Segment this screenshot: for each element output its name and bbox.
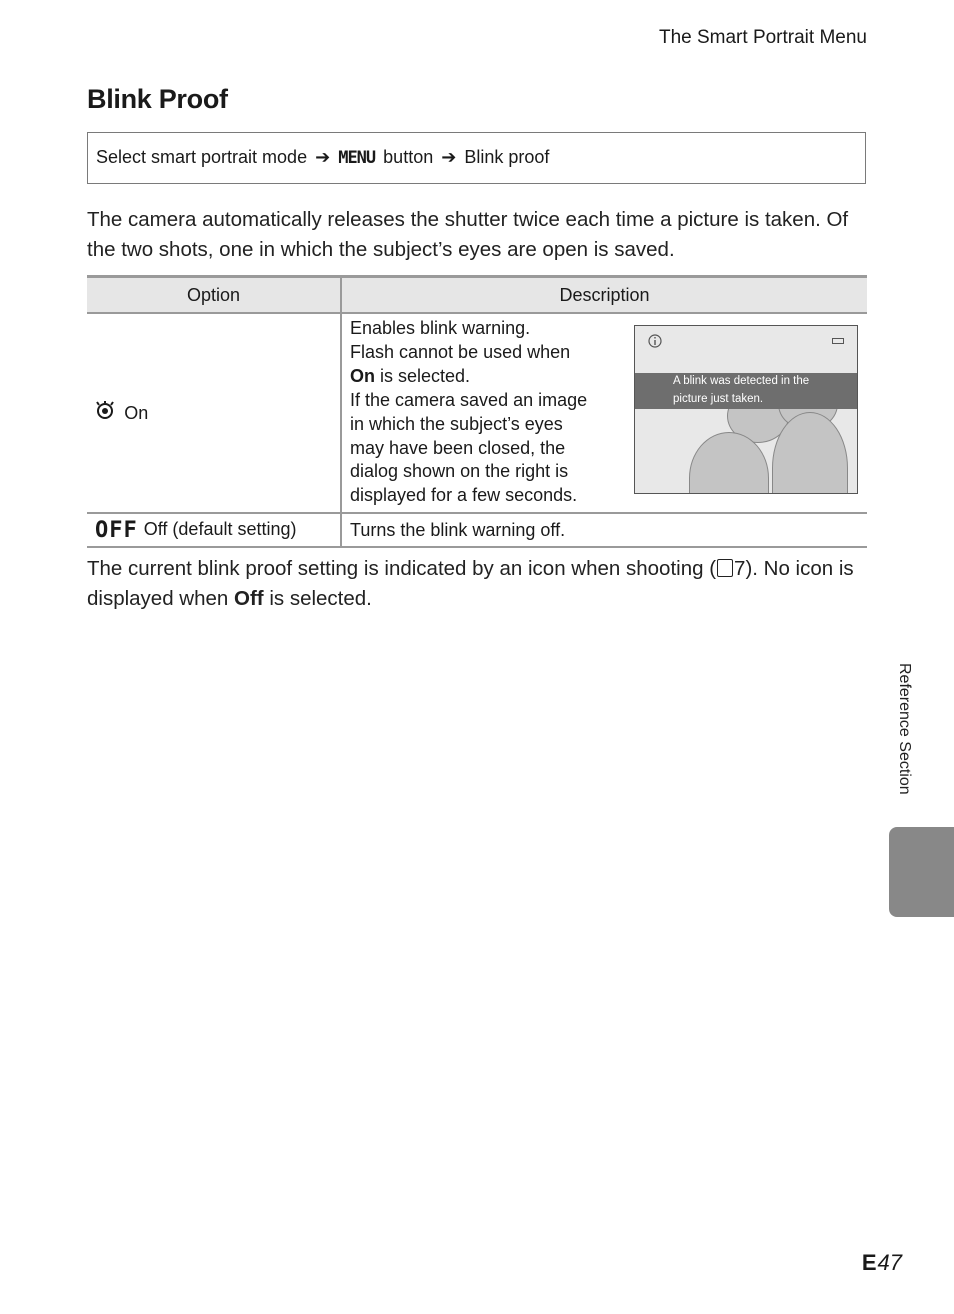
intro-paragraph: The camera automatically releases the shutter twice each time a picture is taken. Of the two shots, one in which the subject’s eyes are open is saved. [87,208,849,261]
desc-bold-on: On [350,365,375,386]
page-number [862,1250,902,1276]
camera-screen-illustration [634,325,858,494]
desc-line: If the camera saved an image [350,389,588,410]
section-tab [889,827,954,917]
menu-path-box [87,132,866,184]
dialog-line: picture just taken. [673,392,764,405]
arrow-right-icon: ➔ [315,147,331,167]
menu-path-button: button [383,147,434,167]
desc-line: Enables blink warning. [350,318,531,338]
desc-line: may have been closed, the [350,437,566,458]
battery-icon [832,338,844,344]
note-bold-off: Off [234,587,264,610]
footnote-paragraph [87,554,867,614]
off-icon: OFF [95,517,138,543]
blink-proof-icon [95,403,120,424]
header-option: Option [87,277,341,314]
option-label-off: Off (default setting) [143,518,297,539]
option-cell-off [87,513,341,547]
menu-button-icon: MENU [338,148,376,168]
note-text: is selected. [263,587,372,610]
desc-line: displayed for a few seconds. [350,485,578,506]
table-header-row [87,277,867,314]
running-header: The Smart Portrait Menu [658,27,867,48]
desc-line: dialog shown on the right is [350,461,569,482]
desc-line [350,365,620,389]
option-cell-on [87,313,341,513]
table-row-off [87,513,867,547]
option-label-on: On [124,403,149,423]
header-description: Description [341,277,867,314]
note-text: ). No icon is displayed when [87,557,854,610]
page-number-value: 47 [877,1250,902,1275]
desc-line: Flash cannot be used when [350,341,571,362]
reference-e-icon: E [861,1250,877,1275]
side-section-label: Reference Section [896,663,913,795]
dialog-line: A blink was detected in the [673,375,810,387]
description-cell-off: Turns the blink warning off. [341,513,867,547]
menu-path-mode: Select smart portrait mode [96,147,308,167]
info-icon [648,334,662,351]
description-cell-on [341,313,867,513]
menu-path-item: Blink proof [464,147,550,167]
options-table [87,275,867,548]
desc-line: in which the subject’s eyes [350,413,563,434]
arrow-right-icon: ➔ [441,147,457,167]
page-title: Blink Proof [87,84,228,114]
desc-line-rest: is selected. [375,365,471,386]
table-row-on [87,313,867,513]
note-ref-page: 7 [734,557,746,580]
note-text: The current blink proof setting is indicated by an icon when shooting ( [87,557,717,580]
book-reference-icon [717,559,733,577]
blink-warning-dialog [635,373,857,409]
